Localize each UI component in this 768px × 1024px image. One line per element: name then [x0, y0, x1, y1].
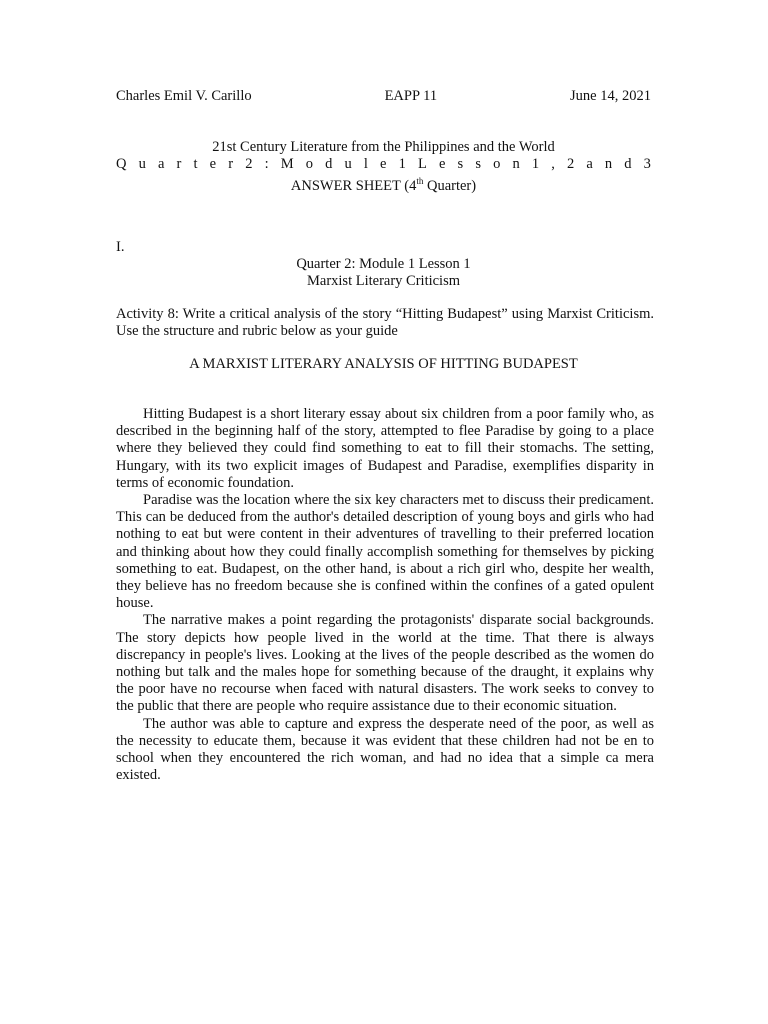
module-line-char: n	[512, 156, 520, 172]
essay-paragraph-4: The author was able to capture and express the desperate need of the poor, as well as the necessity to educate them, because it was evident that these children had not be en to school when they encountered the rich woman, and had no idea that a simple ca mera existed.	[116, 715, 654, 784]
module-line-char: r	[176, 156, 182, 172]
module-line-char: s	[457, 156, 464, 172]
essay-paragraph-1: Hitting Budapest is a short literary essay about six children from a poor family who, as described in the beginning half of the story, attempted to flee Paradise by going to a place where they believed they could find something to eat to fill their stomachs. The setting, Hungary, with its two explicit images of Budapest and Paradise, exemplifies disparity in terms of economic foundation.	[116, 406, 654, 491]
answer-sheet-suffix: Quarter)	[423, 177, 477, 194]
activity-instructions: Activity 8: Write a critical analysis of the story “Hitting Budapest” using Marxist Criticism. Use the structure and rubric below as your guide	[116, 306, 654, 340]
module-line-char: 1	[531, 156, 540, 172]
module-line-char: s	[475, 156, 481, 172]
essay-paragraph-2: Paradise was the location where the six key characters met to discuss their predicament. This can be deduced from the author's detailed description of young boys and girls who had nothing to eat but were content in their adventures of travelling to their preferred location and thinking about how they could finally accomplish something for themselves by picking something to eat. Budapest, on the other hand, is about a rich girl who, despite her wealth, they believe has no freedom because she is confined within the confines of a gated opulent house.	[116, 492, 654, 612]
topic-heading: Marxist Literary Criticism	[306, 273, 461, 289]
module-line-char: d	[624, 156, 632, 172]
module-line-char: ,	[551, 156, 555, 172]
student-name: Charles Emil V. Carillo	[116, 88, 252, 104]
module-line-char: e	[438, 156, 446, 172]
course-title: 21st Century Literature from the Philippines and the World	[212, 139, 555, 155]
module-line-char: 2	[566, 156, 575, 172]
module-line-char: :	[264, 156, 269, 172]
module-line-char: t	[193, 156, 198, 172]
module-line-char: o	[493, 156, 501, 172]
module-line-char: M	[280, 156, 294, 172]
document-header	[116, 88, 651, 105]
module-line-char: e	[209, 156, 217, 172]
module-line-char: L	[417, 156, 427, 172]
essay-body	[116, 406, 654, 784]
module-line-char: u	[344, 156, 352, 172]
module-lesson-line	[116, 156, 651, 173]
lesson-heading: Quarter 2: Module 1 Lesson 1	[296, 256, 471, 272]
module-line-char: Q	[116, 156, 127, 172]
module-line-char: 2	[245, 156, 253, 172]
essay-paragraph-3: The narrative makes a point regarding the protagonists' disparate social backgrounds. The story depicts how people lived in the world at the time. That there is always discrepancy in people's lives. Looking at the lives of the people described as the women do nothing but talk and the males hope for something because of the draught, it explains why the poor have no recourse when faced with natural disasters. The work seeks to convey to the public that there are people who require assistance due to their economic situation.	[116, 612, 654, 715]
module-line-char: a	[157, 156, 165, 172]
module-line-char: u	[138, 156, 146, 172]
document-date: June 14, 2021	[570, 88, 651, 104]
module-line-char: o	[305, 156, 314, 172]
module-line-char: 3	[643, 156, 651, 172]
module-line-char: e	[380, 156, 387, 172]
answer-sheet-superscript: th	[416, 176, 424, 186]
module-line-char: n	[604, 156, 613, 172]
module-line-char: d	[325, 156, 333, 172]
answer-sheet-prefix: ANSWER SHEET (4	[290, 177, 417, 194]
answer-sheet-title	[116, 173, 651, 195]
subject-code: EAPP 11	[384, 88, 438, 104]
module-line-char: l	[363, 156, 368, 172]
analysis-title: A MARXIST LITERARY ANALYSIS OF HITTING BUDAPEST	[189, 356, 578, 372]
module-line-char: r	[228, 156, 234, 172]
module-line-char: a	[586, 156, 593, 172]
module-line-char: 1	[398, 156, 406, 172]
section-numeral: I.	[116, 239, 125, 255]
